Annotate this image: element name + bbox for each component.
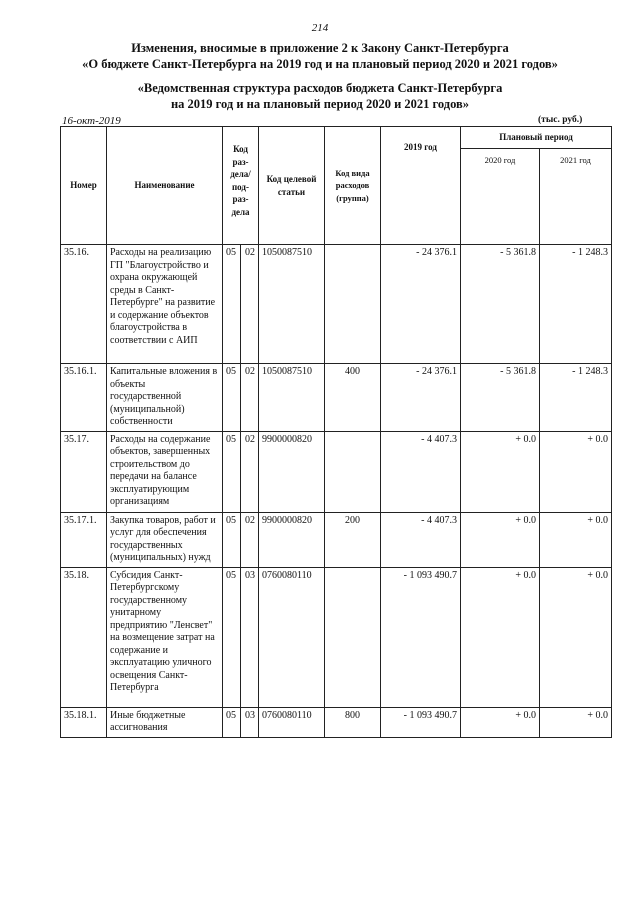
row-2021: - 1 248.3 — [540, 364, 612, 432]
row-2021: + 0.0 — [540, 567, 612, 707]
row-name: Иные бюджетные ассигнования — [107, 707, 223, 737]
row-subsection: 02 — [241, 512, 259, 567]
row-subsection: 03 — [241, 707, 259, 737]
table-row — [61, 512, 612, 567]
row-2020: - 5 361.8 — [461, 245, 540, 364]
row-2021: - 1 248.3 — [540, 245, 612, 364]
row-name: Расходы на реализацию ГП "Благоустройство и охрана окружающей среды в Санкт-Петербурге" на развитие и содержание объектов благоустройства в соответствии с АИП — [107, 245, 223, 364]
table-row — [61, 245, 612, 364]
row-expense-type: 400 — [325, 364, 381, 432]
row-section: 05 — [223, 512, 241, 567]
row-expense-type — [325, 567, 381, 707]
row-expense-type — [325, 431, 381, 512]
row-subsection: 02 — [241, 245, 259, 364]
row-2019: - 24 376.1 — [381, 364, 461, 432]
table-row — [61, 567, 612, 707]
row-number: 35.16.1. — [61, 364, 107, 432]
col-header-number: Номер — [61, 127, 107, 245]
row-expense-type: 800 — [325, 707, 381, 737]
row-name: Закупка товаров, работ и услуг для обеспечения государственных (муниципальных) нужд — [107, 512, 223, 567]
col-header-planned: Плановый период — [461, 127, 612, 149]
document-header — [0, 40, 640, 72]
header-line-2: «О бюджете Санкт-Петербурга на 2019 год и на плановый период 2020 и 2021 годов» — [82, 57, 558, 71]
row-2020: + 0.0 — [461, 567, 540, 707]
col-header-2020: 2020 год — [461, 149, 540, 245]
row-name: Капитальные вложения в объекты государственной (муниципальной) собственности — [107, 364, 223, 432]
row-number: 35.17.1. — [61, 512, 107, 567]
page-number: 214 — [311, 22, 329, 34]
row-number: 35.17. — [61, 431, 107, 512]
row-expense-type — [325, 245, 381, 364]
col-header-2021: 2021 год — [540, 149, 612, 245]
row-expense-type: 200 — [325, 512, 381, 567]
row-2020: - 5 361.8 — [461, 364, 540, 432]
row-target: 1050087510 — [259, 245, 325, 364]
subtitle-line-2: на 2019 год и на плановый период 2020 и 2021 годов» — [170, 97, 470, 111]
row-section: 05 — [223, 707, 241, 737]
subtitle-line-1: «Ведомственная структура расходов бюджета Санкт-Петербурга — [137, 81, 503, 95]
row-2019: - 4 407.3 — [381, 431, 461, 512]
row-2020: + 0.0 — [461, 431, 540, 512]
row-section: 05 — [223, 567, 241, 707]
row-2021: + 0.0 — [540, 512, 612, 567]
budget-table — [60, 126, 612, 738]
row-number: 35.18. — [61, 567, 107, 707]
row-section: 05 — [223, 431, 241, 512]
table-row — [61, 431, 612, 512]
row-subsection: 02 — [241, 431, 259, 512]
row-target: 9900000820 — [259, 512, 325, 567]
row-2021: + 0.0 — [540, 707, 612, 737]
col-header-target: Код целевой статьи — [259, 127, 325, 245]
row-number: 35.16. — [61, 245, 107, 364]
table-row — [61, 364, 612, 432]
row-2019: - 1 093 490.7 — [381, 567, 461, 707]
document-subtitle — [0, 80, 640, 112]
row-2020: + 0.0 — [461, 512, 540, 567]
row-number: 35.18.1. — [61, 707, 107, 737]
row-target: 0760080110 — [259, 567, 325, 707]
col-header-2019: 2019 год — [381, 127, 461, 245]
col-header-expense-type: Код вида расходов (группа) — [325, 127, 381, 245]
row-section: 05 — [223, 364, 241, 432]
row-target: 1050087510 — [259, 364, 325, 432]
row-2019: - 24 376.1 — [381, 245, 461, 364]
col-header-name: Наименование — [107, 127, 223, 245]
header-line-1: Изменения, вносимые в приложение 2 к Закону Санкт-Петербурга — [131, 41, 509, 55]
col-header-section: Код раз-дела/ под-раз-дела — [223, 127, 259, 245]
document-date: 16-окт-2019 — [62, 115, 121, 127]
row-subsection: 03 — [241, 567, 259, 707]
table-row — [61, 707, 612, 737]
units-label: (тыс. руб.) — [538, 115, 583, 125]
row-2019: - 1 093 490.7 — [381, 707, 461, 737]
row-name: Расходы на содержание объектов, завершенных строительством до передачи на балансе эксплуатирующим организациям — [107, 431, 223, 512]
row-target: 9900000820 — [259, 431, 325, 512]
row-subsection: 02 — [241, 364, 259, 432]
row-target: 0760080110 — [259, 707, 325, 737]
row-2020: + 0.0 — [461, 707, 540, 737]
row-2019: - 4 407.3 — [381, 512, 461, 567]
row-section: 05 — [223, 245, 241, 364]
row-name: Субсидия Санкт-Петербургскому государственному унитарному предприятию "Ленсвет" на возмещение затрат на содержание и эксплуатацию уличного освещения Санкт-Петербурга — [107, 567, 223, 707]
row-2021: + 0.0 — [540, 431, 612, 512]
